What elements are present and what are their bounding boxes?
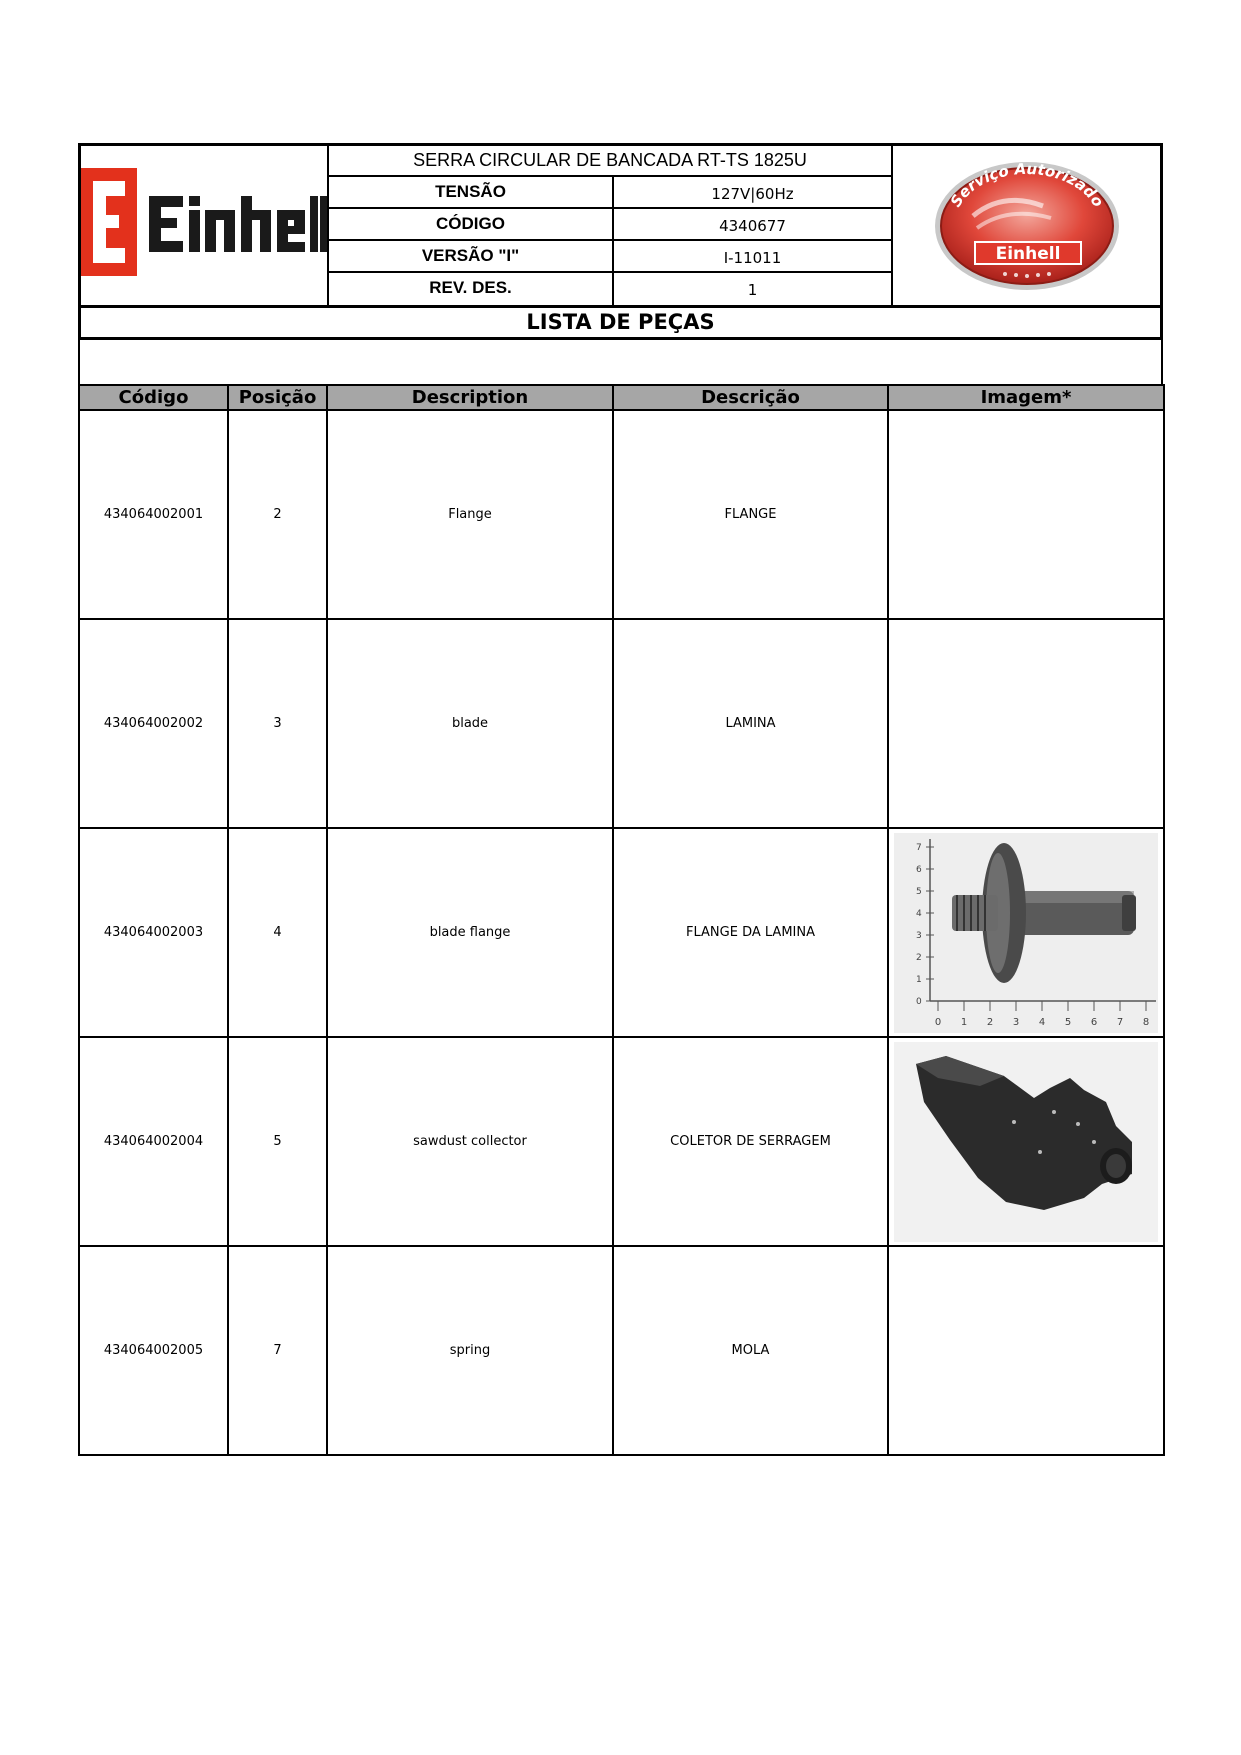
cell-descricao: MOLA: [613, 1246, 888, 1455]
cell-description: spring: [327, 1246, 613, 1455]
sawdust-collector-photo: [894, 1042, 1158, 1242]
header-row-code: [329, 209, 891, 241]
table-row: [79, 619, 1164, 828]
ruler-tick-label: 4: [916, 908, 922, 919]
header-label: CÓDIGO: [329, 209, 614, 239]
blank-row: [78, 338, 1163, 385]
header-value: 1: [747, 281, 758, 299]
cell-position: 3: [228, 619, 327, 828]
header-row-version: [329, 241, 891, 273]
ruler-tick-label: 6: [916, 864, 922, 875]
table-row: [79, 1246, 1164, 1455]
table-row: [79, 828, 1164, 1037]
badge-brand: Einhell: [995, 244, 1061, 264]
authorized-service-badge: [891, 146, 1160, 305]
ruler-tick-label: 5: [916, 886, 922, 897]
cell-image: [888, 1246, 1164, 1455]
cell-code: 434064002004: [79, 1037, 228, 1246]
ruler-tick-label: 1: [960, 1016, 968, 1028]
cell-code: 434064002001: [79, 410, 228, 619]
ruler-tick-label: 1: [916, 974, 922, 985]
ruler-tick-label: 2: [916, 952, 922, 963]
cell-position: 7: [228, 1246, 327, 1455]
ruler-tick-label: 0: [916, 996, 922, 1007]
product-title: SERRA CIRCULAR DE BANCADA RT-TS 1825U: [329, 146, 891, 177]
header-label: TENSÃO: [329, 177, 614, 207]
column-header-descricao: Descrição: [613, 385, 888, 410]
cell-description: blade: [327, 619, 613, 828]
ruler-tick-label: 8: [1142, 1016, 1150, 1028]
header-label: REV. DES.: [329, 273, 614, 305]
parts-table: [78, 384, 1165, 1456]
cell-descricao: FLANGE: [613, 410, 888, 619]
cell-position: 2: [228, 410, 327, 619]
cell-code: 434064002005: [79, 1246, 228, 1455]
ruler-tick-label: 7: [916, 842, 922, 853]
table-header-row: [79, 385, 1164, 410]
ruler-tick-label: 4: [1038, 1016, 1046, 1028]
ruler-tick-label: 0: [934, 1016, 942, 1028]
cell-position: 5: [228, 1037, 327, 1246]
document-header: [78, 143, 1163, 340]
cell-image: [888, 828, 1164, 1037]
ruler-tick-label: 6: [1090, 1016, 1098, 1028]
cell-code: 434064002002: [79, 619, 228, 828]
cell-description: blade flange: [327, 828, 613, 1037]
cell-image: [888, 619, 1164, 828]
cell-image: [888, 1037, 1164, 1246]
column-header-image: Imagem*: [888, 385, 1164, 410]
column-header-code: Código: [79, 385, 228, 410]
badge-text: Serviço Autorizado: [946, 159, 1108, 211]
ruler-tick-label: 2: [986, 1016, 994, 1028]
header-value: I-11011: [723, 249, 782, 267]
header-label: VERSÃO "I": [329, 241, 614, 271]
blade-flange-photo: [894, 833, 1158, 1033]
table-row: [79, 410, 1164, 619]
column-header-position: Posição: [228, 385, 327, 410]
cell-image: [888, 410, 1164, 619]
cell-description: Flange: [327, 410, 613, 619]
einhell-logo: [81, 146, 329, 305]
header-row-voltage: [329, 177, 891, 209]
cell-descricao: FLANGE DA LAMINA: [613, 828, 888, 1037]
column-header-description: Description: [327, 385, 613, 410]
parts-list-title: LISTA DE PEÇAS: [81, 305, 1160, 337]
table-row: [79, 1037, 1164, 1246]
ruler-tick-label: 3: [916, 930, 922, 941]
ruler-tick-label: 5: [1064, 1016, 1072, 1028]
ruler-tick-label: 3: [1012, 1016, 1020, 1028]
cell-code: 434064002003: [79, 828, 228, 1037]
cell-descricao: COLETOR DE SERRAGEM: [613, 1037, 888, 1246]
ruler-tick-label: 7: [1116, 1016, 1124, 1028]
header-row-revision: [329, 273, 891, 305]
header-value: 127V|60Hz: [711, 185, 794, 203]
header-value: 4340677: [719, 217, 786, 235]
header-info: [329, 146, 891, 305]
cell-description: sawdust collector: [327, 1037, 613, 1246]
cell-descricao: LAMINA: [613, 619, 888, 828]
cell-position: 4: [228, 828, 327, 1037]
